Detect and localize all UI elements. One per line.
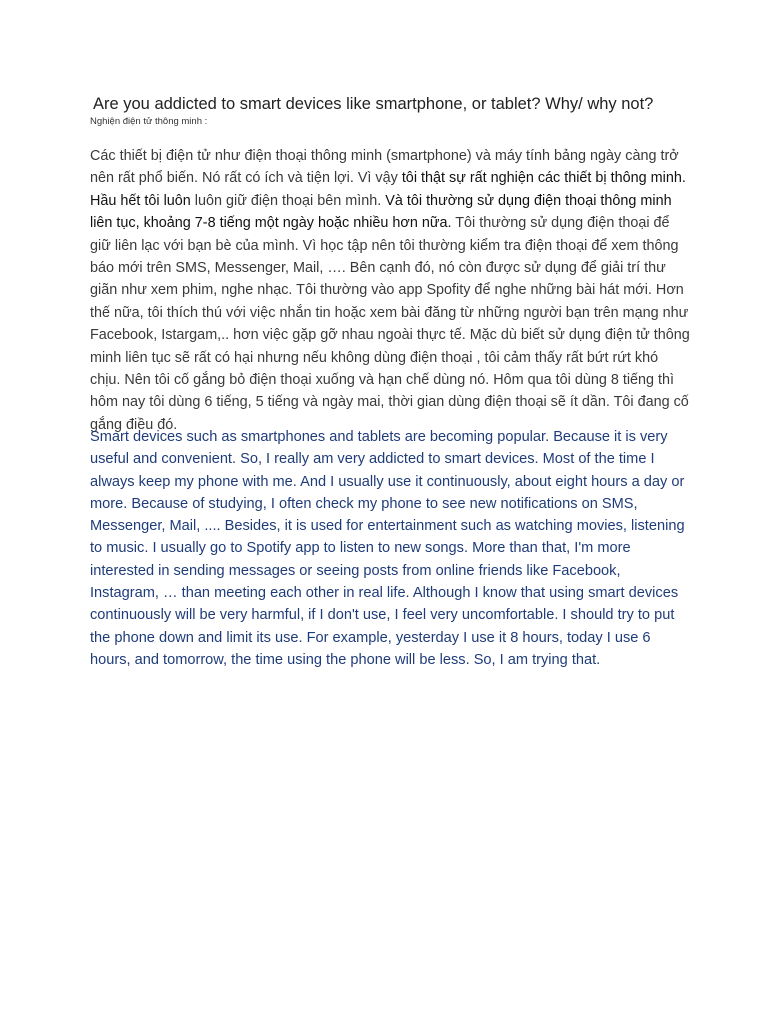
vietnamese-text-part-3: luôn giữ điện thoại bên mình. — [190, 192, 386, 209]
vietnamese-text-emphasis-2: Và tôi thường sử dụng điện thoại thông minh liên tục, khoảng 7-8 tiếng một ngày hoặc nhiều hơn nữa. — [90, 192, 672, 232]
vietnamese-text-part-1: Các thiết bị điện tử như điện thoại thông minh (smartphone) và máy tính bảng ngày càng trở nên rất phổ biến. Nó rất có ích và tiện lợi. Vì vậy — [90, 148, 679, 187]
vietnamese-text-part-5: Tôi thường sử dụng điện thoại để giữ liên lạc với bạn bè của mình. Vì học tập nên tôi thường kiểm tra điện thoại để xem thông báo mới trên SMS, Messenger, Mail, …. Bên cạnh đó, nó còn được sử dụng để giải trí thư giãn như xem phim, nghe nhạc. Tôi thường vào app Spofity để nghe những bài hát mới. Hơn thế nữa, tôi thích thú với việc nhắn tin hoặc xem bài đăng từ những người bạn trên mạng như Facebook, Istargam,.. hơn việc gặp gỡ nhau ngoài thực tế. Mặc dù biết sử dụng điện tử thông minh liên tục sẽ rất có hại nhưng nếu không dùng điện thoại , tôi cảm thấy rất bứt rứt khó chịu. Nên tôi cố gắng bỏ điện thoại xuống và hạn chế dùng nó. Hôm qua tôi dùng 8 tiếng thì hôm nay tôi dùng 6 tiếng, 5 tiếng và ngày mai, thời gian dùng điện thoại sẽ ít dần. Tôi đang cố gắng điều đó. — [90, 215, 690, 433]
vietnamese-paragraph — [90, 145, 690, 436]
vietnamese-text-emphasis-1: tôi thật sự rất nghiện các thiết bị thông minh. Hầu hết tôi luôn — [90, 170, 686, 209]
document-subtitle: Nghiện điện tử thông minh : — [90, 116, 208, 127]
english-paragraph: Smart devices such as smartphones and tablets are becoming popular. Because it is very useful and convenient. So, I really am very addicted to smart devices. Most of the time I always keep my phone with me. And I usually use it continuously, about eight hours a day or more. Because of studying, I often check my phone to see new notifications on SMS, Messenger, Mail, .... Besides, it is used for entertainment such as watching movies, listening to music. I usually go to Spotify app to listen to new songs. More than that, I'm more interested in sending messages or seeing posts from online friends like Facebook, Instagram, … than meeting each other in real life. Although I know that using smart devices continuously will be very harmful, if I don't use, I feel very uncomfortable. I should try to put the phone down and limit its use. For example, yesterday I use it 8 hours, today I use 6 hours, and tomorrow, the time using the phone will be less. So, I am trying that. — [90, 429, 685, 668]
document-title: Are you addicted to smart devices like smartphone, or tablet? Why/ why not? — [93, 95, 654, 113]
